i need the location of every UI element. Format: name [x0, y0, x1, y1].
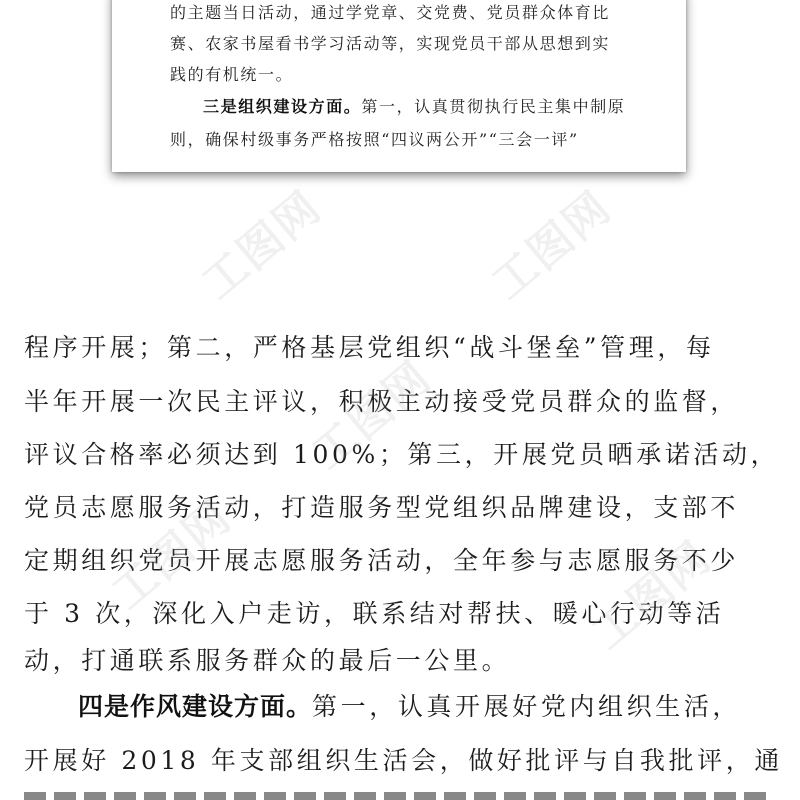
main-line-6: 于 3 次，深化入户走访，联系结对帮扶、暖心行动等活: [24, 599, 725, 628]
main-line-1: 程序开展；第二，严格基层党组织“战斗堡垒”管理，每: [24, 333, 715, 362]
main-line-9: 开展好 2018 年支部组织生活会，做好批评与自我批评，通: [24, 746, 783, 775]
watermark-logo: 工图网: [582, 531, 722, 660]
main-line-7: 动，打通联系服务群众的最后一公里。: [24, 646, 511, 675]
section4-heading: 四是作风建设方面。: [78, 692, 313, 721]
main-line-4: 党员志愿服务活动，打造服务型党组织品牌建设，支部不: [24, 493, 740, 522]
inset-line-1: 的主题当日活动，通过学党章、交党费、党员群众体育比: [170, 3, 611, 22]
inset-line-2: 赛、农家书屋看书学习活动等，实现党员干部从思想到实: [170, 34, 611, 53]
watermark-logo: 工图网: [192, 181, 332, 310]
main-line-3: 评议合格率必须达到 100%；第三，开展党员晒承诺活动，: [24, 440, 780, 469]
main-line-2: 半年开展一次民主评议，积极主动接受党员群众的监督，: [24, 387, 740, 416]
watermark-logo: 工图网: [102, 491, 242, 620]
inset-section3-text: 第一，认真贯彻执行民主集中制原: [361, 97, 626, 116]
inset-line-5: 则，确保村级事务严格按照“四议两公开”“三会一评”: [170, 130, 579, 149]
inset-section3-paragraph: [203, 96, 686, 118]
section4-text: 第一，认真开展好党内组织生活，: [312, 692, 742, 721]
inset-section3-heading: 三是组织建设方面。: [203, 97, 362, 116]
main-line-5: 定期组织党员开展志愿服务活动，全年参与志愿服务不少: [24, 546, 740, 575]
inset-line-3: 践的有机统一。: [170, 65, 294, 84]
inset-document-image: [112, 0, 686, 172]
watermark-logo: 工图网: [302, 351, 442, 480]
section4-paragraph: [78, 690, 741, 724]
watermark-logo: 工图网: [482, 181, 622, 310]
main-cut-off-line: [24, 792, 774, 800]
